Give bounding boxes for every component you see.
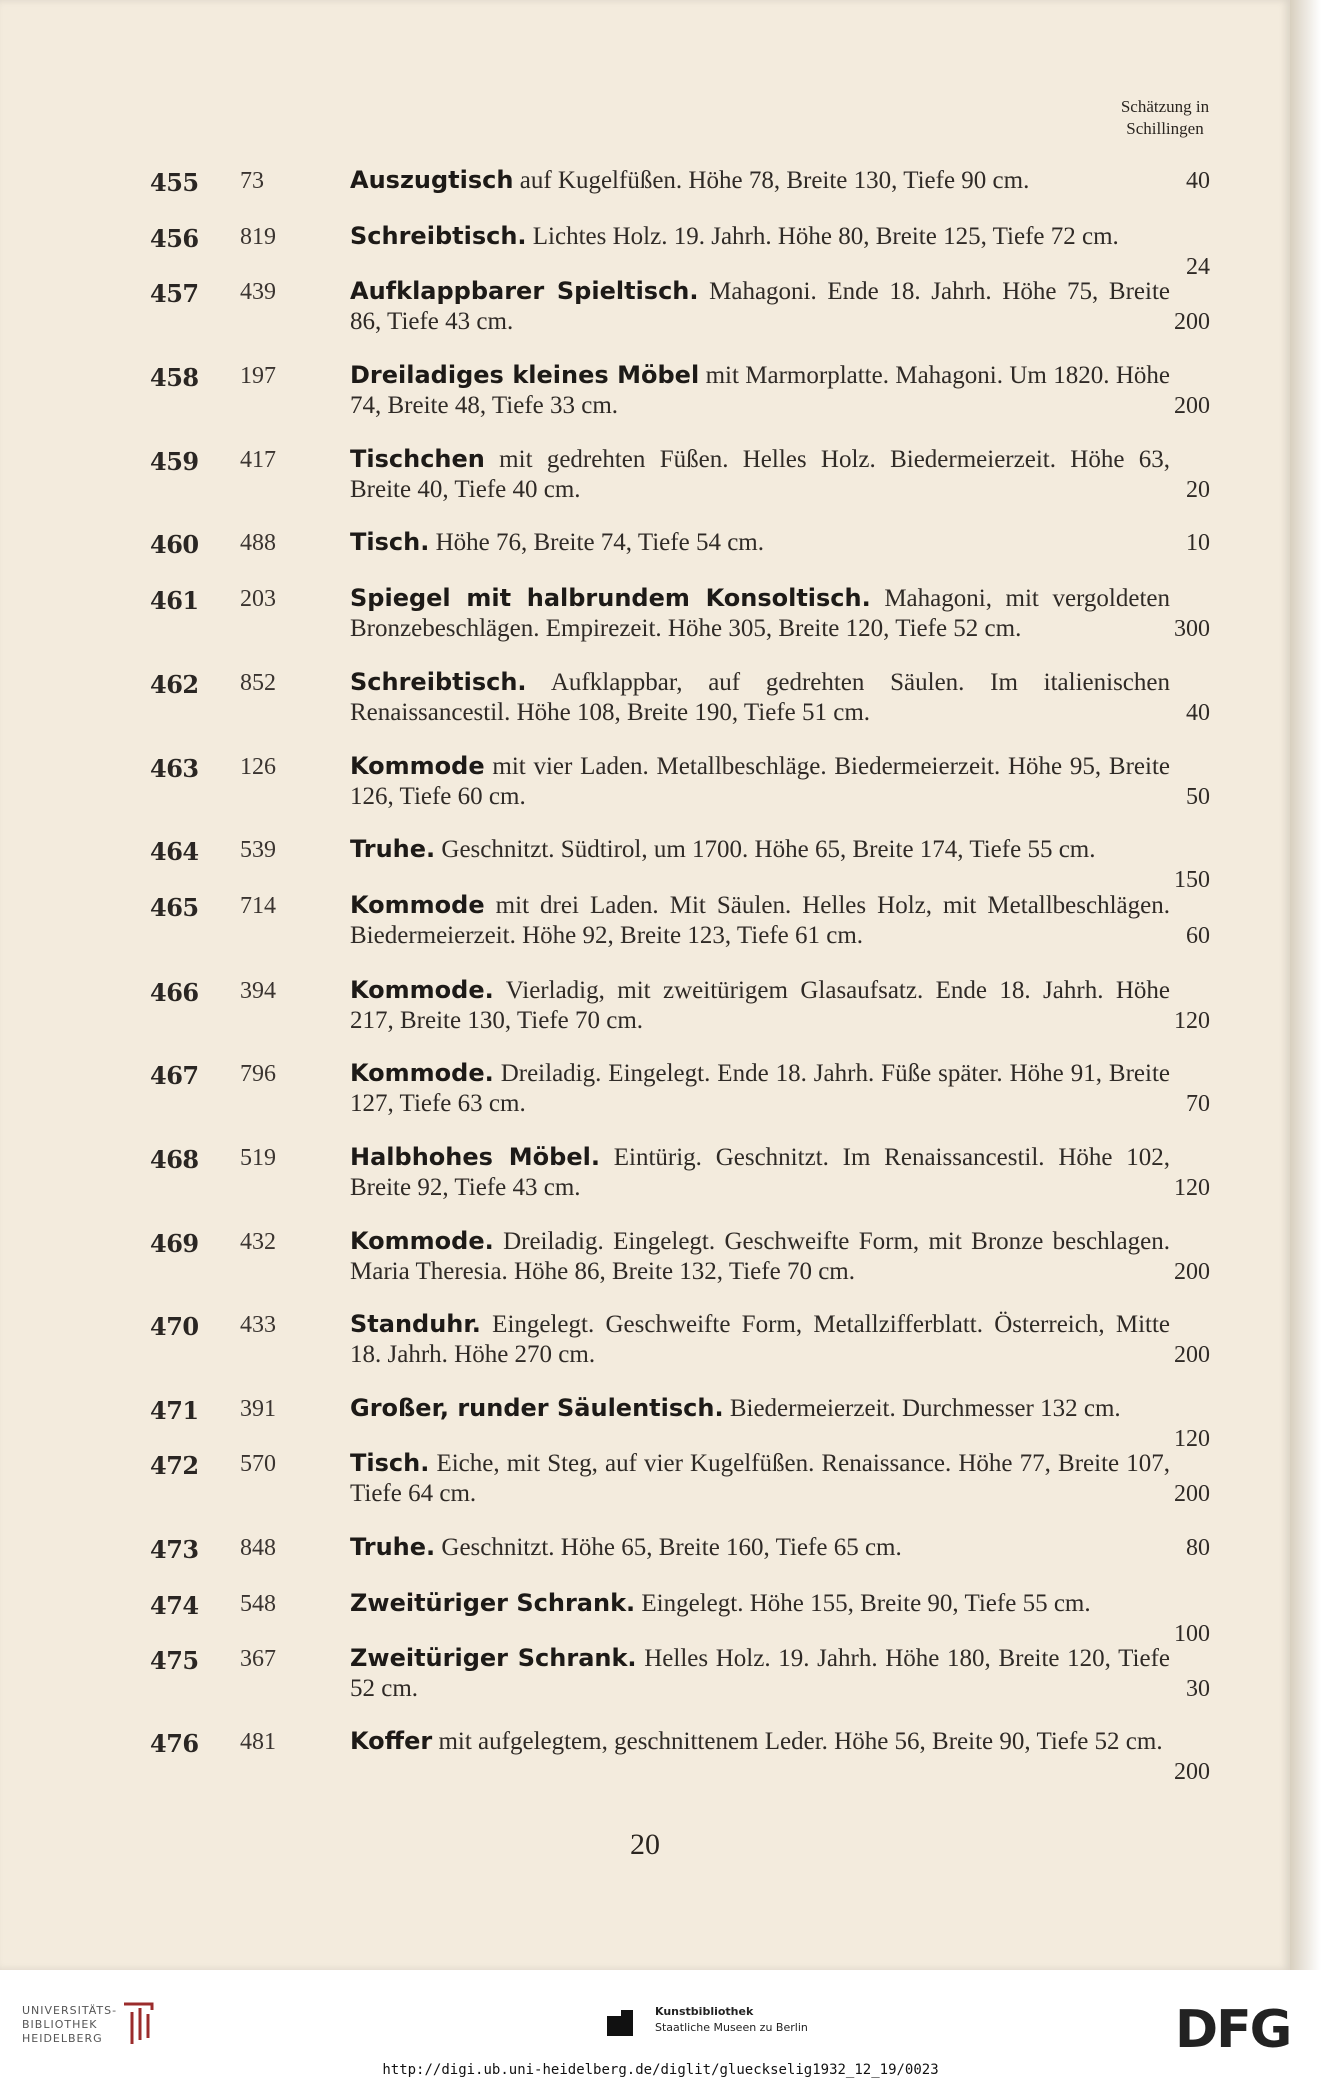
- lot-number: 460: [150, 530, 199, 559]
- inventory-number: 848: [240, 1535, 276, 1561]
- entry-description: [350, 1393, 1170, 1424]
- catalog-entry: [0, 1312, 1290, 1382]
- entry-description: [350, 1058, 1170, 1119]
- estimate-value: 200: [1174, 393, 1210, 419]
- estimate-value: 120: [1174, 1008, 1210, 1034]
- estimate-value: 20: [1186, 477, 1210, 503]
- inventory-number: 203: [240, 586, 276, 612]
- entry-text: auf Kugelfüßen. Höhe 78, Breite 130, Tiefe 90 cm.: [513, 167, 1030, 194]
- inventory-number: 367: [240, 1646, 276, 1672]
- university-line1: UNIVERSITÄTS-: [22, 2004, 118, 2017]
- lot-number: 461: [150, 586, 199, 615]
- entry-description: [350, 1142, 1170, 1203]
- inventory-number: 481: [240, 1729, 276, 1755]
- entry-title: Tischchen: [350, 445, 485, 473]
- entry-description: [350, 1588, 1170, 1619]
- inventory-number: 796: [240, 1061, 276, 1087]
- entry-title: Truhe.: [350, 1533, 436, 1561]
- inventory-number: 432: [240, 1229, 276, 1255]
- estimate-value: 200: [1174, 309, 1210, 335]
- footer-bar: [0, 1970, 1321, 2085]
- university-line2: BIBLIOTHEK: [22, 2018, 98, 2031]
- entry-text: Dreiladig. Eingelegt. Ende 18. Jahrh. Füße später. Höhe 91, Breite 127, Tiefe 63 cm.: [350, 1060, 1170, 1117]
- lot-number: 468: [150, 1145, 199, 1174]
- entry-title: Tisch.: [350, 528, 430, 556]
- entry-title: Kommode: [350, 891, 485, 919]
- estimate-value: 70: [1186, 1091, 1210, 1117]
- entry-title: Aufklappbarer Spieltisch.: [350, 277, 699, 305]
- entry-description: [350, 1643, 1170, 1704]
- catalog-entry: [0, 279, 1290, 349]
- entry-title: Koffer: [350, 1727, 433, 1755]
- entry-description: [350, 276, 1170, 337]
- lot-number: 456: [150, 224, 199, 253]
- estimate-value: 80: [1186, 1535, 1210, 1561]
- inventory-number: 548: [240, 1591, 276, 1617]
- estimate-value: 60: [1186, 923, 1210, 949]
- entry-title: Halbhohes Möbel.: [350, 1143, 600, 1171]
- inventory-number: 197: [240, 363, 276, 389]
- inventory-number: 714: [240, 893, 276, 919]
- entry-description: [350, 221, 1170, 252]
- entry-title: Spiegel mit halbrundem Konsoltisch.: [350, 584, 871, 612]
- estimate-value: 200: [1174, 1481, 1210, 1507]
- entry-description: [350, 583, 1170, 644]
- entry-description: [350, 667, 1170, 728]
- inventory-number: 126: [240, 754, 276, 780]
- inventory-number: 417: [240, 447, 276, 473]
- inventory-number: 433: [240, 1312, 276, 1338]
- entry-text: Biedermeierzeit. Durchmesser 132 cm.: [723, 1395, 1121, 1422]
- entry-description: [350, 1309, 1170, 1370]
- entry-description: [350, 834, 1170, 865]
- estimate-heading-line1: Schätzung in: [1120, 97, 1210, 116]
- entry-text: Geschnitzt. Südtirol, um 1700. Höhe 65, Breite 174, Tiefe 55 cm.: [435, 836, 1096, 863]
- entry-text: Geschnitzt. Höhe 65, Breite 160, Tiefe 65 cm.: [435, 1534, 902, 1561]
- entry-title: Tisch.: [350, 1449, 430, 1477]
- inventory-number: 391: [240, 1396, 276, 1422]
- entry-title: Großer, runder Säulentisch.: [350, 1394, 724, 1422]
- entry-text: Lichtes Holz. 19. Jahrh. Höhe 80, Breite 125, Tiefe 72 cm.: [526, 223, 1119, 250]
- inventory-number: 439: [240, 279, 276, 305]
- page-number: 20: [630, 1828, 660, 1861]
- entry-text: mit drei Laden. Mit Säulen. Helles Holz, mit Metallbeschlägen. Biedermeierzeit. Höhe 92, Breite 123, Tiefe 61 cm.: [350, 892, 1170, 949]
- inventory-number: 73: [240, 168, 264, 194]
- entry-title: Zweitüriger Schrank.: [350, 1644, 637, 1672]
- entry-text: Mahagoni, mit vergoldeten Bronzebeschlägen. Empirezeit. Höhe 305, Breite 120, Tiefe 52 cm.: [350, 585, 1171, 642]
- lot-number: 462: [150, 670, 199, 699]
- entry-text: Höhe 76, Breite 74, Tiefe 54 cm.: [429, 529, 764, 556]
- catalog-entry: [0, 1145, 1290, 1215]
- catalog-entry: [0, 754, 1290, 824]
- entry-title: Dreiladiges kleines Möbel: [350, 361, 700, 389]
- entry-text: Vierladig, mit zweitürigem Glasaufsatz. Ende 18. Jahrh. Höhe 217, Breite 130, Tiefe 70 cm.: [350, 977, 1170, 1034]
- lot-number: 472: [150, 1451, 199, 1480]
- entry-description: [350, 444, 1170, 505]
- inventory-number: 819: [240, 224, 276, 250]
- estimate-heading-line2: Schillingen: [1126, 119, 1204, 138]
- entry-text: mit aufgelegtem, geschnittenem Leder. Höhe 56, Breite 90, Tiefe 52 cm.: [432, 1728, 1163, 1755]
- entry-text: Eingelegt. Geschweifte Form, Metallzifferblatt. Österreich, Mitte 18. Jahrh. Höhe 270 cm.: [350, 1311, 1170, 1368]
- catalog-entry: [0, 447, 1290, 517]
- entry-text: Eiche, mit Steg, auf vier Kugelfüßen. Renaissance. Höhe 77, Breite 107, Tiefe 64 cm.: [350, 1450, 1170, 1507]
- lot-number: 458: [150, 363, 199, 392]
- lot-number: 474: [150, 1591, 199, 1620]
- dfg-logo[interactable]: DFG: [1175, 2000, 1291, 2060]
- catalog-entry: [0, 1729, 1290, 1799]
- entry-title: Zweitüriger Schrank.: [350, 1589, 636, 1617]
- estimate-value: 24: [1186, 254, 1210, 280]
- entry-text: Eintürig. Geschnitzt. Im Renaissancestil. Höhe 102, Breite 92, Tiefe 43 cm.: [350, 1144, 1171, 1201]
- lot-number: 463: [150, 754, 199, 783]
- source-url-link[interactable]: http://digi.ub.uni-heidelberg.de/diglit/glueckselig1932_12_19/0023: [382, 2062, 939, 2078]
- catalog-entry: [0, 586, 1290, 656]
- lot-number: 466: [150, 978, 199, 1007]
- entry-title: Schreibtisch.: [350, 668, 527, 696]
- lot-number: 459: [150, 447, 199, 476]
- entry-title: Kommode.: [350, 976, 494, 1004]
- estimate-value: 40: [1186, 700, 1210, 726]
- estimate-value: 200: [1174, 1259, 1210, 1285]
- entry-text: Aufklappbar, auf gedrehten Säulen. Im italienischen Renaissancestil. Höhe 108, Breite 190, Tiefe 51 cm.: [350, 669, 1170, 726]
- entry-description: [350, 527, 1170, 558]
- entry-text: mit gedrehten Füßen. Helles Holz. Biedermeierzeit. Höhe 63, Breite 40, Tiefe 40 cm.: [350, 446, 1170, 503]
- entry-text: Helles Holz. 19. Jahrh. Höhe 180, Breite 120, Tiefe 52 cm.: [350, 1645, 1170, 1702]
- lot-number: 471: [150, 1396, 199, 1425]
- entry-title: Schreibtisch.: [350, 222, 527, 250]
- lot-number: 467: [150, 1061, 199, 1090]
- page-edge: [1290, 0, 1321, 1970]
- entry-description: [350, 975, 1170, 1036]
- entry-description: [350, 751, 1170, 812]
- entry-description: [350, 1226, 1170, 1287]
- catalog-entry: [0, 1061, 1290, 1131]
- entry-title: Standuhr.: [350, 1310, 481, 1338]
- lot-number: 475: [150, 1646, 199, 1675]
- lot-number: 455: [150, 168, 199, 197]
- lot-number: 465: [150, 893, 199, 922]
- entry-title: Kommode: [350, 752, 485, 780]
- entry-title: Auszugtisch: [350, 166, 514, 194]
- inventory-number: 394: [240, 978, 276, 1004]
- university-seal-icon: [118, 2000, 158, 2048]
- estimate-value: 50: [1186, 784, 1210, 810]
- inventory-number: 539: [240, 837, 276, 863]
- catalog-entry: [0, 1229, 1290, 1299]
- estimate-value: 120: [1174, 1175, 1210, 1201]
- university-line3: HEIDELBERG: [22, 2032, 103, 2045]
- entry-description: [350, 360, 1170, 421]
- lot-number: 457: [150, 279, 199, 308]
- estimate-value: 120: [1174, 1426, 1210, 1452]
- estimate-value: 200: [1174, 1759, 1210, 1785]
- kunstbibliothek-logo[interactable]: [655, 2004, 808, 2036]
- entry-description: [350, 1532, 1170, 1563]
- entry-text: Eingelegt. Höhe 155, Breite 90, Tiefe 55 cm.: [635, 1590, 1091, 1617]
- kunstbibliothek-subtitle: Staatliche Museen zu Berlin: [655, 2021, 808, 2034]
- inventory-number: 519: [240, 1145, 276, 1171]
- catalog-entry: [0, 1451, 1290, 1521]
- estimate-value: 200: [1174, 1342, 1210, 1368]
- lot-number: 470: [150, 1312, 199, 1341]
- kunstbibliothek-logo-icon: [605, 2008, 635, 2038]
- entry-title: Kommode.: [350, 1227, 494, 1255]
- entry-text: mit Marmorplatte. Mahagoni. Um 1820. Höhe 74, Breite 48, Tiefe 33 cm.: [350, 362, 1170, 419]
- lot-number: 476: [150, 1729, 199, 1758]
- estimate-value: 100: [1174, 1621, 1210, 1647]
- lot-number: 464: [150, 837, 199, 866]
- entry-description: [350, 1726, 1170, 1757]
- entry-title: Kommode.: [350, 1059, 494, 1087]
- estimate-value: 30: [1186, 1676, 1210, 1702]
- entry-description: [350, 165, 1170, 196]
- inventory-number: 570: [240, 1451, 276, 1477]
- estimate-value: 10: [1186, 530, 1210, 556]
- catalog-entry: [0, 893, 1290, 963]
- estimate-value: 40: [1186, 168, 1210, 194]
- lot-number: 473: [150, 1535, 199, 1564]
- estimate-column-heading: [1090, 96, 1240, 140]
- entry-text: Dreiladig. Eingelegt. Geschweifte Form, mit Bronze beschlagen. Maria Theresia. Höhe 86, Breite 132, Tiefe 70 cm.: [350, 1228, 1170, 1285]
- entry-title: Truhe.: [350, 835, 436, 863]
- lot-number: 469: [150, 1229, 199, 1258]
- estimate-value: 300: [1174, 616, 1210, 642]
- catalog-entry: [0, 1646, 1290, 1716]
- entry-description: [350, 890, 1170, 951]
- catalog-entry: [0, 363, 1290, 433]
- catalog-entry: [0, 978, 1290, 1048]
- inventory-number: 852: [240, 670, 276, 696]
- entry-text: Mahagoni. Ende 18. Jahrh. Höhe 75, Breite 86, Tiefe 43 cm.: [350, 278, 1170, 335]
- catalog-entry: [0, 670, 1290, 740]
- inventory-number: 488: [240, 530, 276, 556]
- entry-text: mit vier Laden. Metallbeschläge. Biedermeierzeit. Höhe 95, Breite 126, Tiefe 60 cm.: [350, 753, 1170, 810]
- kunstbibliothek-title: Kunstbibliothek: [655, 2005, 754, 2018]
- entry-description: [350, 1448, 1170, 1509]
- estimate-value: 150: [1174, 867, 1210, 893]
